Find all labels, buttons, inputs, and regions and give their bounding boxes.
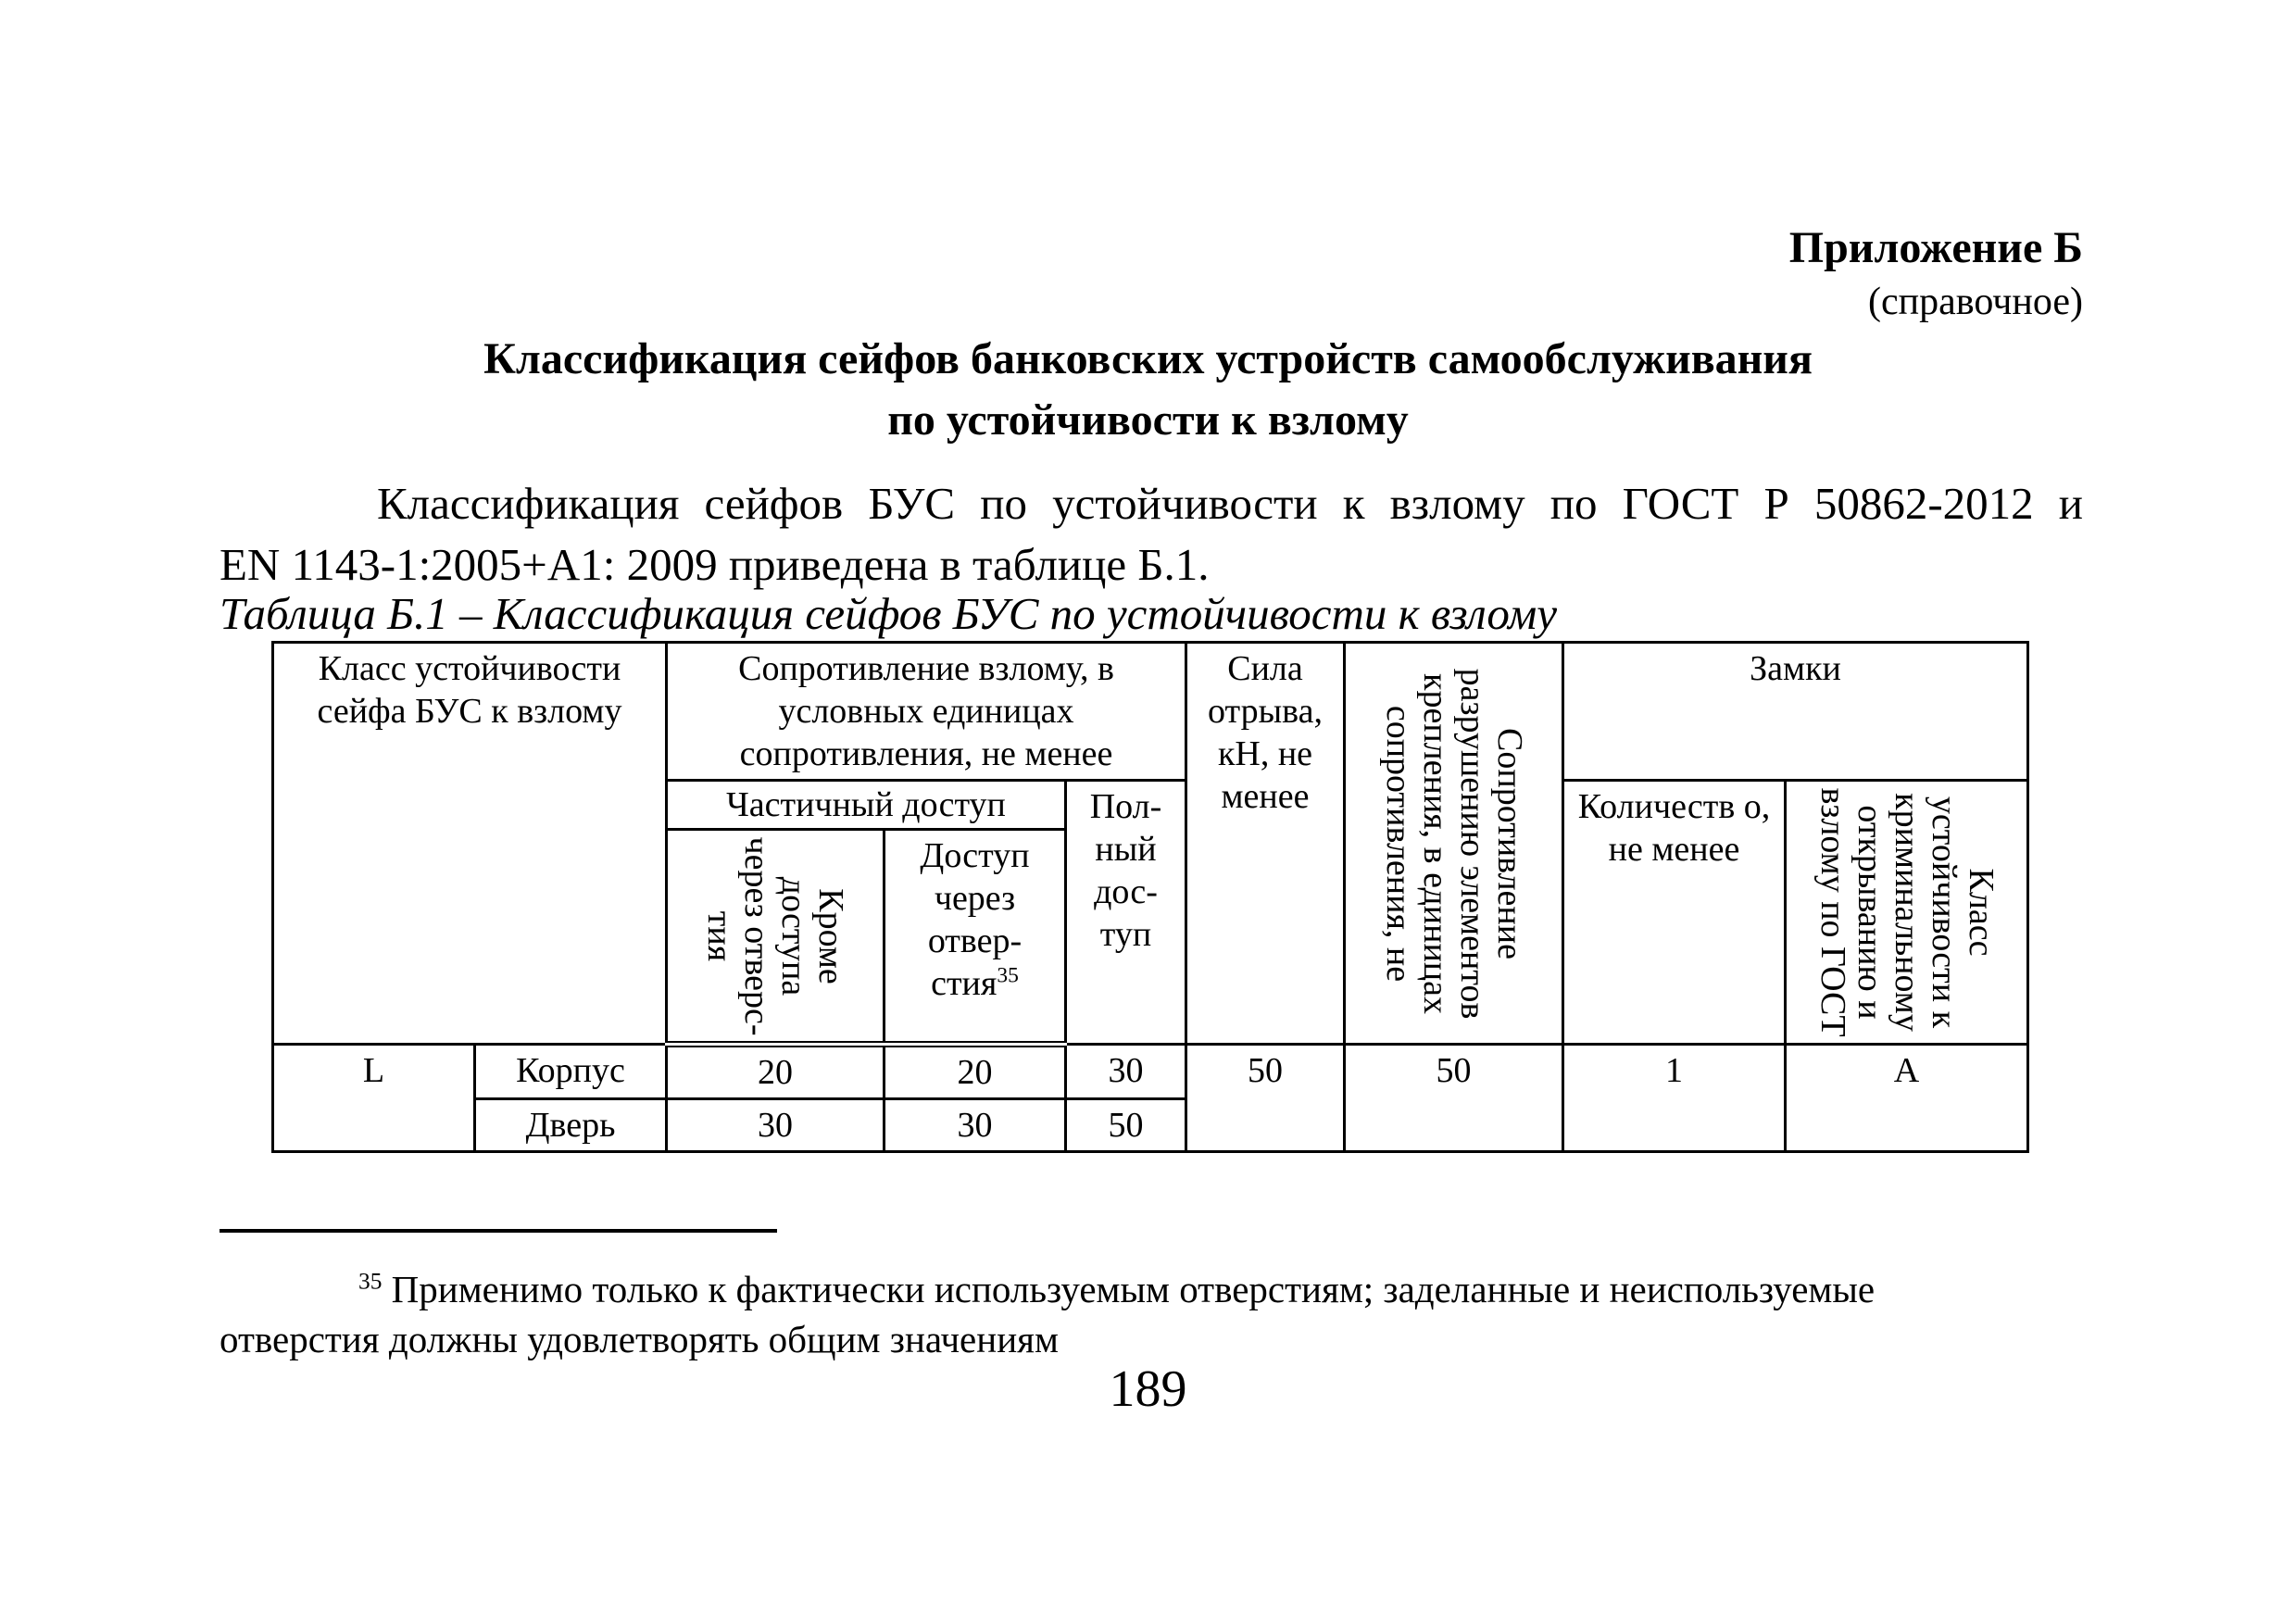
cell-class: L [273, 1045, 475, 1152]
header-fastening [1345, 643, 1563, 1045]
table-caption: Таблица Б.1 – Классификация сейфов БУС по устойчивости к взлому [220, 588, 1557, 639]
paragraph-line-2: EN 1143-1:2005+A1: 2009 приведена в таблице Б.1. [220, 539, 1210, 590]
cell-full-access: 30 [1066, 1045, 1186, 1099]
header-pull-force: Сила отрыва, кН, не менее [1186, 643, 1345, 1045]
cell-except-hole: 20 [667, 1045, 885, 1099]
footnote-text-1: Применимо только к фактически используемым отверстиям; заделанные и неиспользуемые [391, 1268, 1876, 1310]
header-lock-class-text: Класс устойчивости к криминальному открыванию и взлому по ГОСТ [1813, 787, 2001, 1037]
cell-full-access: 50 [1066, 1099, 1186, 1152]
header-except-hole [667, 830, 885, 1045]
section-heading-line-2: по устойчивости к взлому [887, 395, 1409, 445]
footnote-line-2: отверстия должны удовлетворять общим значениям [220, 1318, 1059, 1360]
cell-fastening: 50 [1345, 1045, 1563, 1152]
cell-except-hole: 30 [667, 1099, 885, 1152]
section-heading-line-1: Классификация сейфов банковских устройств самообслуживания [483, 334, 1813, 383]
appendix-title: Приложение Б [1788, 223, 2083, 272]
cell-part: Корпус [475, 1045, 667, 1099]
cell-lock-class: A [1786, 1045, 2028, 1152]
cell-through-hole: 30 [885, 1099, 1066, 1152]
header-resistance: Сопротивление взлому, в условных единицах сопротивления, не менее [667, 643, 1186, 781]
header-fastening-text: Сопротивление разрушению элементов крепления, в единицах сопротивления, не [1378, 668, 1529, 1019]
footnote-line-1 [220, 1264, 2083, 1314]
classification-table [271, 641, 2029, 1153]
footnote-separator [220, 1229, 777, 1233]
page-number: 189 [1109, 1360, 1187, 1418]
footnote-number: 35 [358, 1268, 383, 1295]
header-class: Класс устойчивости сейфа БУС к взлому [273, 643, 667, 1045]
footnote [220, 1264, 2083, 1364]
header-lock-qty: Количеств о, не менее [1563, 781, 1786, 1045]
header-partial-access: Частичный доступ [667, 781, 1066, 830]
cell-pull-force: 50 [1186, 1045, 1345, 1152]
header-locks: Замки [1563, 643, 2028, 781]
header-through-hole [885, 830, 1066, 1045]
header-lock-class [1786, 781, 2028, 1045]
paragraph-line-1: Классификация сейфов БУС по устойчивости к взлому по ГОСТ Р 50862-2012 и [377, 478, 2083, 529]
cell-through-hole: 20 [885, 1045, 1066, 1099]
appendix-note: (справочное) [1868, 281, 2083, 323]
header-full-access: Пол-ный дос-туп [1066, 781, 1186, 1045]
cell-part: Дверь [475, 1099, 667, 1152]
header-except-hole-text: Кроме доступа через отверс-тия [700, 835, 850, 1036]
cell-lock-qty: 1 [1563, 1045, 1786, 1152]
header-through-hole-text: Доступ через отвер-стия [920, 836, 1030, 1003]
footnote-ref: 35 [997, 963, 1019, 988]
